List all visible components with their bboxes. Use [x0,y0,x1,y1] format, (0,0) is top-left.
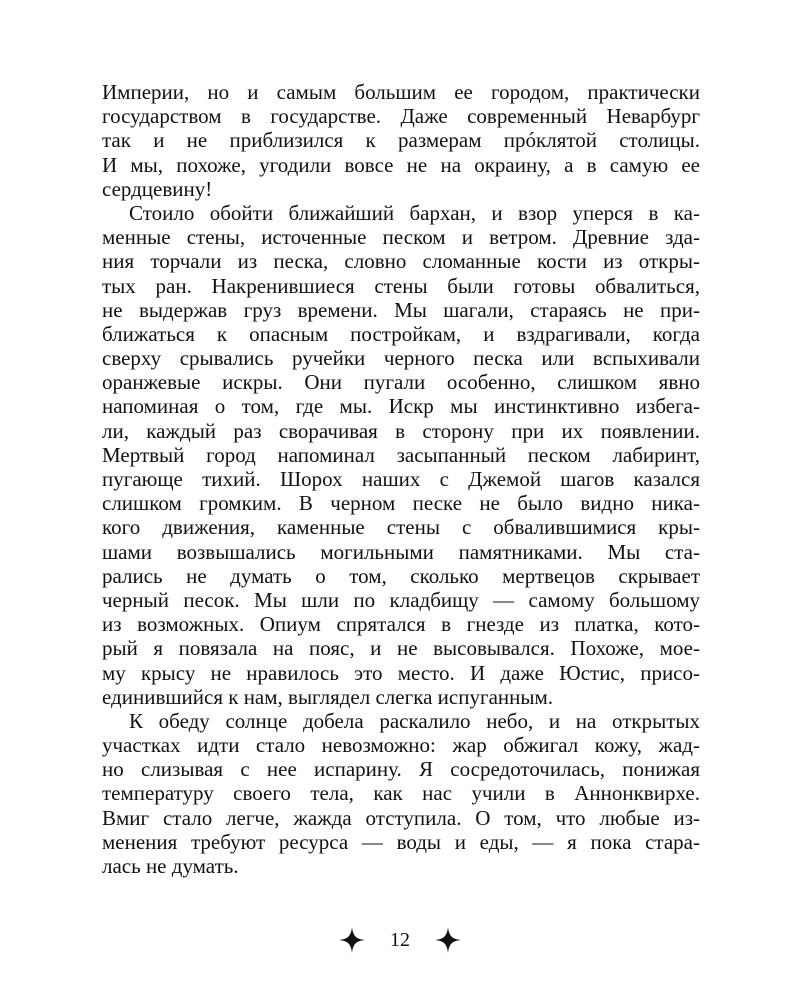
text-line: не выдержав груз времени. Мы шагали, стараясь не при- [102,297,700,322]
page-number: 12 [390,929,410,951]
text-line: ближаться к опасным постройкам, и вздрагивали, когда [102,321,700,346]
text-line: менные стены, источенные песком и ветром. Древние зда- [102,225,700,250]
text-line: сверху срывались ручейки черного песка или вспыхивали [102,346,700,371]
text-line: температуру своего тела, как нас учили в Аннонквирхе. [102,781,700,806]
text-line: кого движения, каменные стены с обвалившимися кры- [102,515,700,540]
text-line: из возможных. Опиум спрятался в гнезде из платка, кото- [102,612,700,637]
text-line: слишком громким. В черном песке не было видно ника- [102,491,700,516]
text-line: государством в государстве. Даже современный Неварбург [102,104,700,129]
text-line: Вмиг стало легче, жажда отступила. О том, что любые из- [102,805,700,830]
text-line: рый я повязала на пояс, и не высовывался. Похоже, мое- [102,636,700,661]
text-line: шами возвышались могильными памятниками. Мы ста- [102,539,700,564]
text-line: участках идти стало невозможно: жар обжигал кожу, жад- [102,733,700,758]
page-footer [0,922,800,958]
text-line: сердцевину! [102,176,213,201]
text-line: И мы, похоже, угодили вовсе не на окраину, а в самую ее [102,152,700,177]
text-line: оранжевые искры. Они пугали особенно, слишком явно [102,370,700,395]
body-text [102,80,700,878]
text-line: Мертвый город напоминал засыпанный песком лабиринт, [102,442,700,467]
text-line: рались не думать о том, сколько мертвецов скрывает [102,563,700,588]
text-line: К обеду солнце добела раскалило небо, и на открытых [129,708,700,733]
text-line: единившийся к нам, выглядел слегка испуганным. [102,684,554,709]
text-line: Империи, но и самым большим ее городом, практически [102,80,700,104]
text-line: менения требуют ресурса — воды и еды, — я пока стара- [102,829,700,854]
text-line: Стоило обойти ближайший бархан, и взор уперся в ка- [129,200,700,225]
text-line: му крысу не нравилось это место. И даже Юстис, присо- [102,660,700,685]
text-line: напоминая о том, где мы. Искр мы инстинктивно избега- [102,394,700,419]
text-line: но слизывая с нее испарину. Я сосредоточилась, понижая [102,757,700,782]
text-line: так и не приблизился к размерам прóклятой столицы. [102,128,700,153]
text-line: пугающе тихий. Шорох наших с Джемой шагов казался [102,467,700,491]
four-point-star-icon [338,926,366,954]
text-line: тых ран. Накренившиеся стены были готовы обвалиться, [102,273,700,298]
four-point-star-icon [434,926,462,954]
text-line: ния торчали из песка, словно сломанные кости из откры- [102,249,700,274]
text-line: черный песок. Мы шли по кладбищу — самому большому [102,587,700,612]
text-line: ли, каждый раз сворачивая в сторону при их появлении. [102,418,700,443]
text-line: лась не думать. [102,854,239,878]
